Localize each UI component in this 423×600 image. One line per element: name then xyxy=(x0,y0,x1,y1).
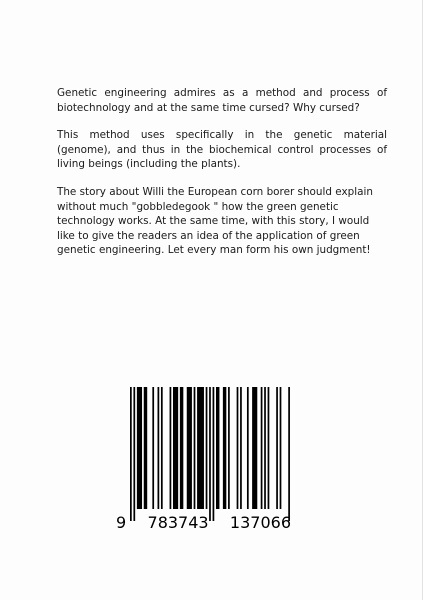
blurb-paragraph-2: This method uses specifically in the genetic material (genome), and thus in the biochemical control processes of living beings (including the plants). xyxy=(57,129,387,171)
barcode-bar xyxy=(170,387,172,509)
barcode-bar xyxy=(276,387,278,509)
barcode-bar xyxy=(228,387,230,509)
barcode-bar xyxy=(194,387,196,509)
barcode-bar xyxy=(161,387,163,509)
isbn-lead-digit: 9 xyxy=(116,513,127,532)
barcode-bar xyxy=(206,387,208,509)
isbn-left-group: 783743 xyxy=(147,513,209,532)
barcode-bar xyxy=(158,387,160,509)
barcode-bar xyxy=(247,387,249,509)
barcode-bar xyxy=(268,387,270,509)
barcode-guard-bar xyxy=(288,387,290,521)
barcode-bar xyxy=(264,387,266,509)
barcode-bar xyxy=(280,387,282,509)
isbn-right-group: 137066 xyxy=(229,513,291,532)
barcode-bar xyxy=(137,387,142,509)
barcode-bar xyxy=(173,387,178,509)
barcode-bar xyxy=(197,387,204,509)
back-cover-blurb xyxy=(57,86,387,271)
barcode-guard-bar xyxy=(133,387,135,521)
barcode-bar xyxy=(144,387,147,509)
barcode-bars xyxy=(116,385,291,525)
barcode-bar xyxy=(152,387,154,509)
isbn-number xyxy=(116,513,291,532)
isbn-barcode xyxy=(116,385,291,545)
barcode-guard-bar xyxy=(130,387,132,521)
barcode-bar xyxy=(261,387,263,509)
barcode-bar xyxy=(237,387,239,509)
barcode-bar xyxy=(216,387,219,509)
barcode-bar xyxy=(240,387,242,509)
barcode-bar xyxy=(187,387,192,509)
barcode-guard-bar xyxy=(213,387,215,521)
barcode-guard-bar xyxy=(209,387,211,521)
blurb-paragraph-3: The story about Willi the European corn borer should explain without much "gobbledegook " how the green genetic technology works. At the same time, with this story, I would like to give the readers an idea of the application of green genetic engineering. Let every man form his own judgment! xyxy=(57,185,373,257)
barcode-bar xyxy=(252,387,257,509)
barcode-bar xyxy=(180,387,183,509)
barcode-bar xyxy=(223,387,226,509)
blurb-paragraph-1: Genetic engineering admires as a method and process of biotechnology and at the same time cursed? Why cursed? xyxy=(57,87,387,114)
